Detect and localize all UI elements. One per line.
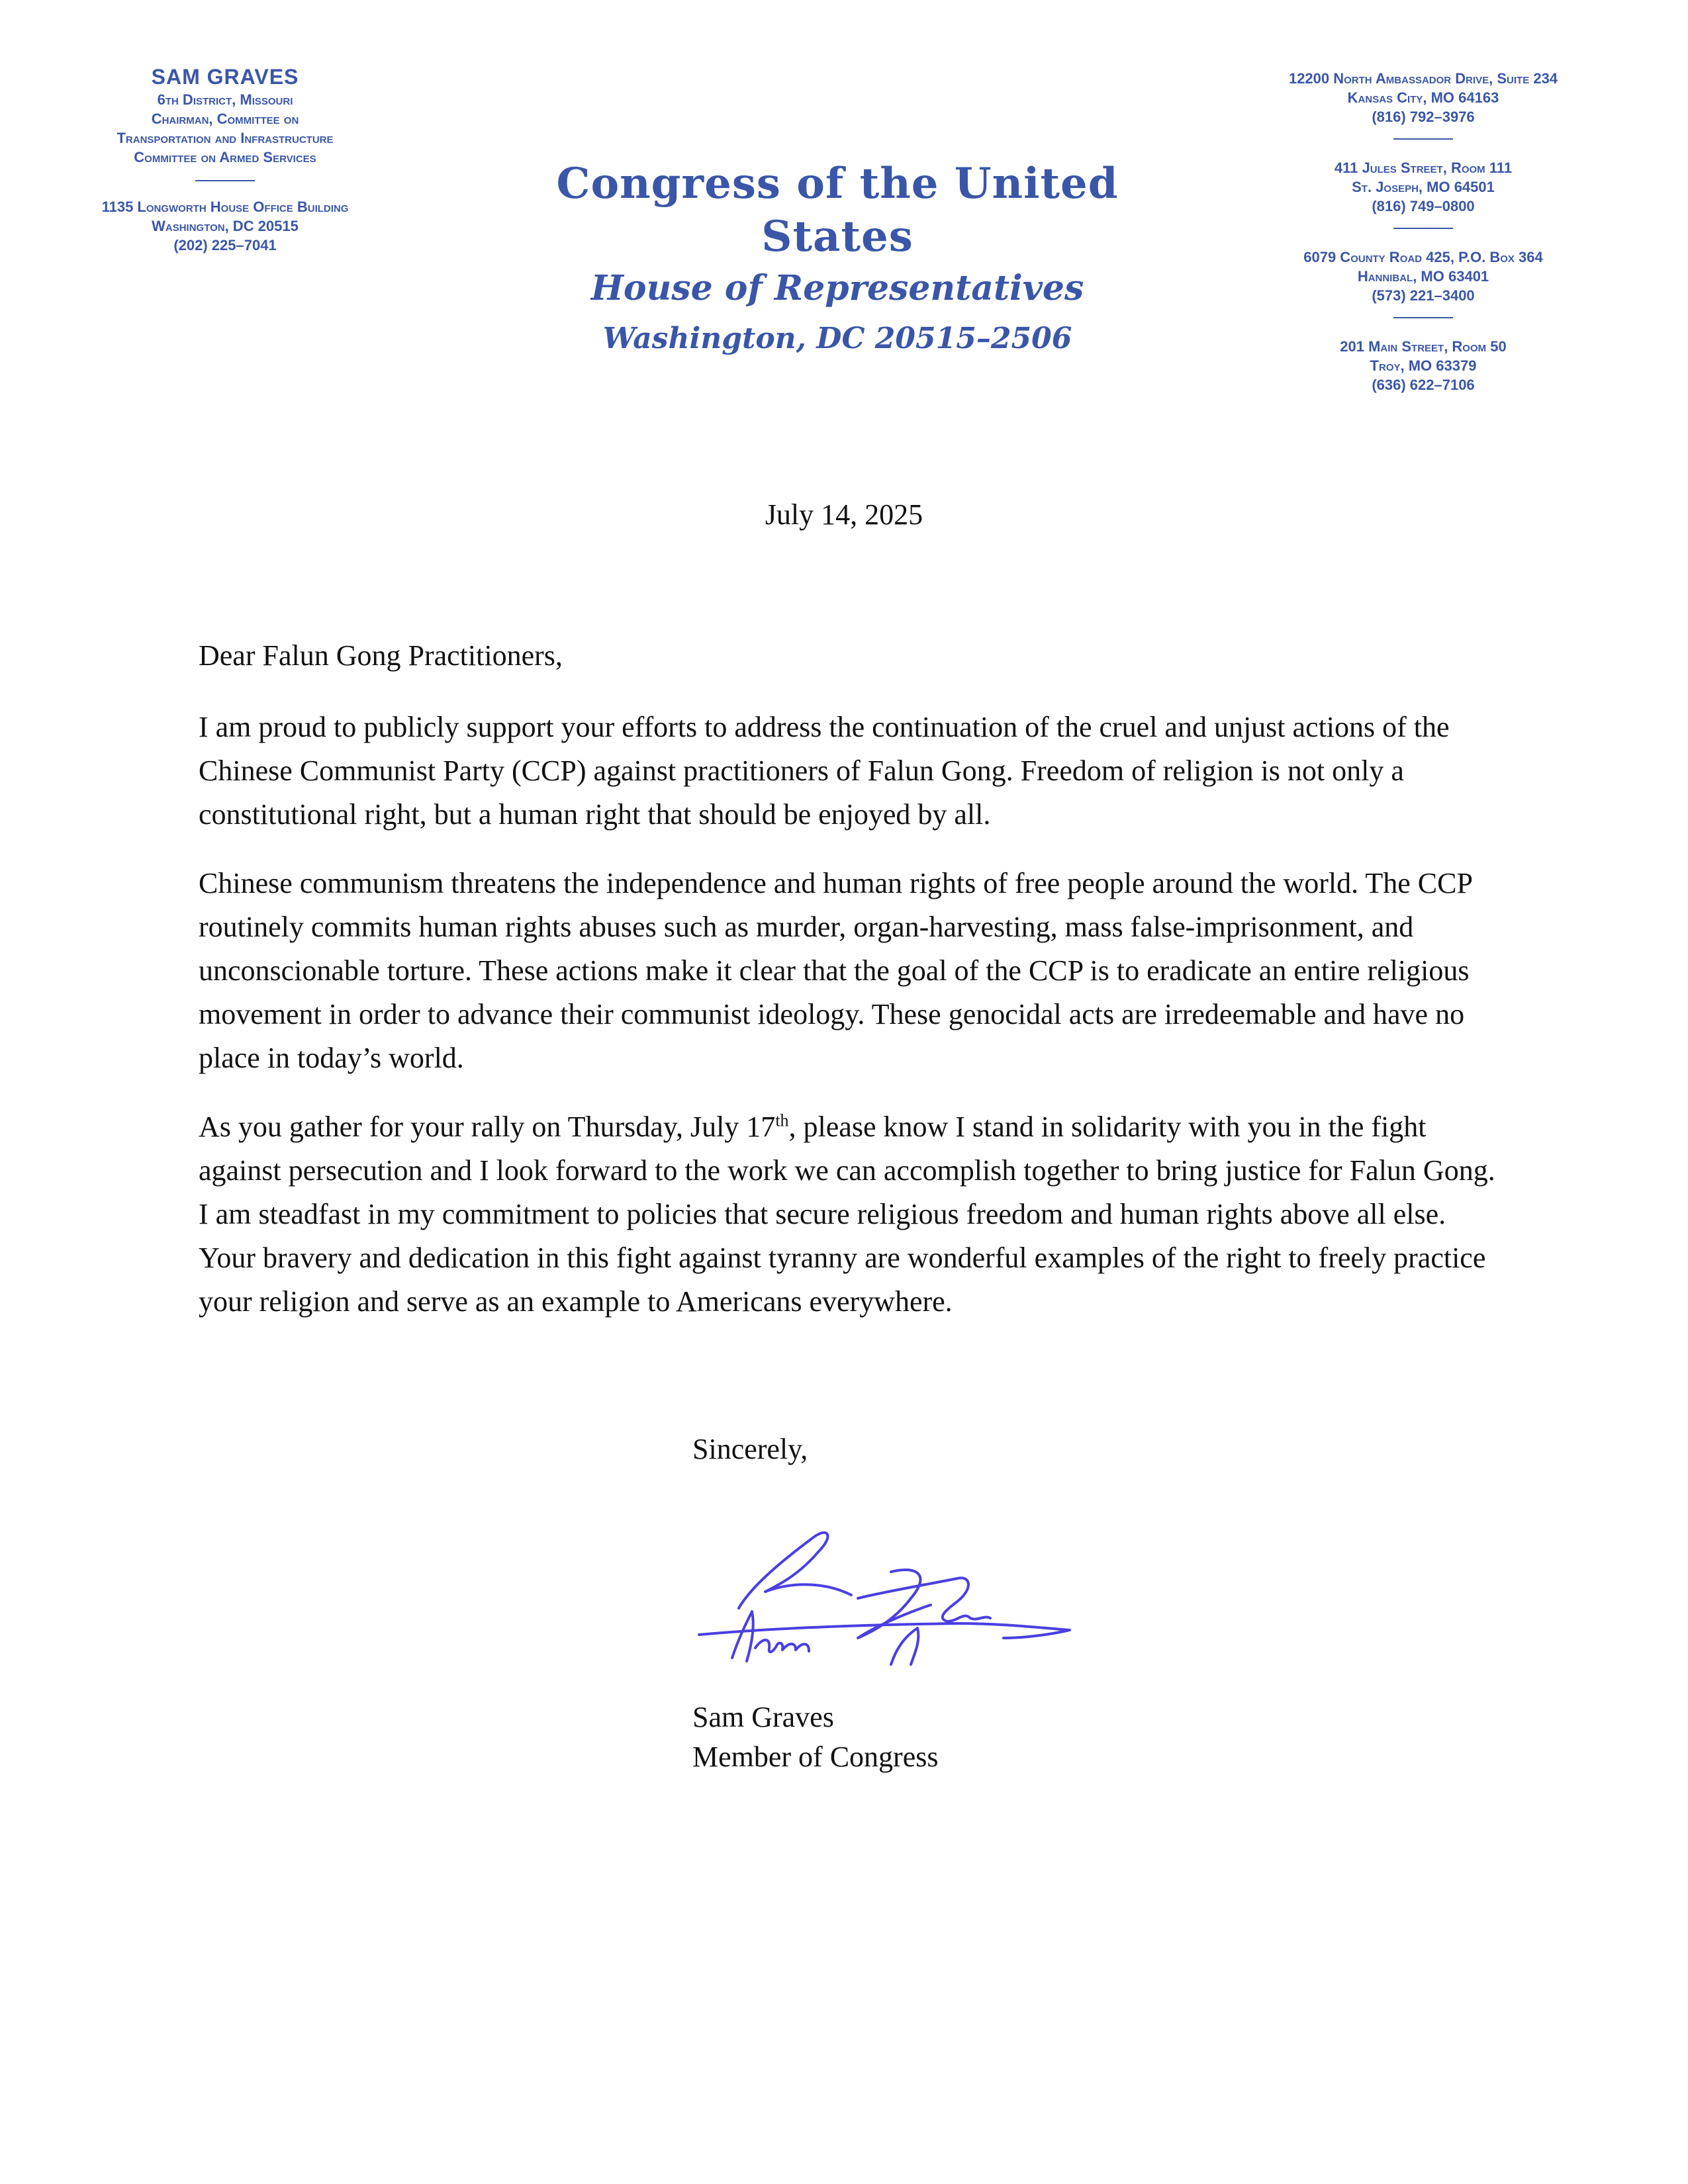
divider xyxy=(1393,317,1453,318)
congress-title: Congress of the United States xyxy=(556,159,1119,261)
signer-name: Sam Graves xyxy=(692,1701,834,1733)
office-phone: (636) 622–7106 xyxy=(1372,377,1475,393)
letterhead-right xyxy=(1211,69,1635,394)
ordinal-suffix: th xyxy=(775,1111,789,1130)
signer-title: Member of Congress xyxy=(692,1741,939,1773)
dc-phone: (202) 225–7041 xyxy=(173,237,277,253)
paragraph-text: , please know I stand in solidarity with you in the fight against persecution and I look forward to the work we can accomplish together to bring justice for Falun Gong. I am steadfast in my commitment to policies that secure religious freedom and human rights above all else. Your bravery and dedication in this fight against tyranny are wonderful examples of the right to freely practice your religion and serve as an example to Americans everywhere. xyxy=(199,1111,1495,1318)
paragraph: Chinese communism threatens the independence and human rights of free people around the world. The CCP routinely commits human rights abuses such as murder, organ-harvesting, mass false-imprisonment, and unconscionable torture. These actions make it clear that the goal of the CCP is to eradicate an entire religious movement in order to advance their communist ideology. These genocidal acts are irredeemable and have no place in today’s world. xyxy=(199,867,1472,1074)
paragraph-text: As you gather for your rally on Thursday, July 17 xyxy=(199,1111,776,1143)
signer-block xyxy=(692,1698,939,1777)
district-office xyxy=(1211,158,1635,216)
handwritten-signature xyxy=(692,1512,1076,1678)
office-street: 201 Main Street, Room 50 xyxy=(1340,338,1507,355)
office-city: St. Joseph, MO 64501 xyxy=(1352,179,1495,195)
paragraph xyxy=(199,1105,1496,1324)
office-street: 12200 North Ambassador Drive, Suite 234 xyxy=(1288,70,1558,87)
office-phone: (816) 749–0800 xyxy=(1372,198,1475,214)
office-phone: (573) 221–3400 xyxy=(1372,287,1475,304)
chairman-line-2: Transportation and Infrastructure xyxy=(117,130,334,146)
divider xyxy=(1393,138,1453,140)
house-title: House of Representatives xyxy=(590,268,1084,308)
paragraph: I am proud to publicly support your efforts to address the continuation of the cruel and unjust actions of the Chinese Communist Party (CCP) against practitioners of Falun Gong. Freedom of religion is not only a constitutional right, but a human right that should be enjoyed by all. xyxy=(199,711,1450,831)
member-name-heading: SAM GRAVES xyxy=(151,65,299,89)
divider xyxy=(195,180,255,181)
washington-address: Washington, DC 20515–2506 xyxy=(602,322,1072,355)
office-city: Kansas City, MO 64163 xyxy=(1347,89,1499,106)
letterhead-center xyxy=(503,158,1172,364)
chairman-line-1: Chairman, Committee on xyxy=(151,111,299,127)
district-office xyxy=(1211,248,1635,305)
dc-address-line-1: 1135 Longworth House Office Building xyxy=(101,199,349,215)
dc-address-line-2: Washington, DC 20515 xyxy=(152,218,299,234)
office-street: 6079 County Road 425, P.O. Box 364 xyxy=(1303,249,1543,265)
district-line: 6th District, Missouri xyxy=(157,91,293,108)
office-city: Hannibal, MO 63401 xyxy=(1357,268,1489,285)
committee-line: Committee on Armed Services xyxy=(134,149,316,165)
divider xyxy=(1393,228,1453,229)
letter-date: July 14, 2025 xyxy=(765,498,923,531)
salutation: Dear Falun Gong Practitioners, xyxy=(199,639,563,672)
closing: Sincerely, xyxy=(692,1433,808,1465)
letterhead-left xyxy=(46,64,404,255)
letter-body xyxy=(199,634,1496,1349)
office-city: Troy, MO 63379 xyxy=(1370,357,1477,374)
district-office xyxy=(1211,337,1635,394)
office-street: 411 Jules Street, Room 111 xyxy=(1334,159,1513,176)
district-office xyxy=(1211,69,1635,126)
office-phone: (816) 792–3976 xyxy=(1372,109,1475,125)
